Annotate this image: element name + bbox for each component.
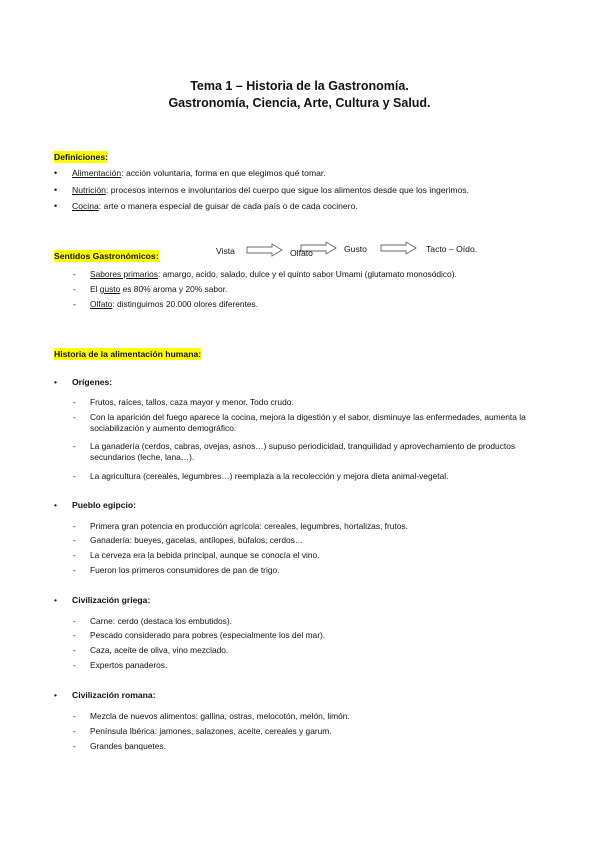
- section-heading-sentidos: Sentidos Gastronómicos:: [54, 251, 159, 261]
- list-item: - La ganadería (cerdos, cabras, ovejas, asnos…) supuso periodicidad, tranquilidad y aprovechamiento de productos secundarios (leche, lana…).: [73, 441, 516, 462]
- list-item: - Con la aparición del fuego aparece la cocina, mejora la digestión y el sabor, disminuye las enfermedades, aumenta la sociabilización y aumento demográfico.: [73, 412, 526, 433]
- list-item: - Caza, aceite de oliva, vino mezclado.: [73, 645, 229, 655]
- subsection-title-origenes: • Orígenes:: [54, 377, 113, 387]
- list-item: - La cerveza era la bebida principal, aunque se conocía el vino.: [73, 550, 320, 560]
- list-item: - Mezcla de nuevos alimentos: gallina, ostras, melocotón, melón, limón.: [73, 711, 350, 721]
- list-item: - Expertos panaderos.: [73, 660, 168, 670]
- list-item: - Carne: cerdo (destaca los embutidos).: [73, 616, 232, 626]
- flow-step: Olfato: [290, 248, 313, 258]
- bullet-icon: •: [54, 595, 58, 605]
- list-item: - La agricultura (cereales, legumbres…) reemplaza a la recolección y mejora dieta animal-vegetal.: [73, 471, 449, 481]
- bullet-icon: •: [54, 377, 58, 387]
- document-title: Tema 1 – Historia de la Gastronomía.: [190, 79, 409, 93]
- bullet-icon: •: [54, 500, 58, 510]
- bullet-icon: •: [54, 185, 58, 195]
- document-subtitle: Gastronomía, Ciencia, Arte, Cultura y Salud.: [168, 96, 431, 110]
- subsection-title-romana: • Civilización romana:: [54, 690, 156, 700]
- right-arrow-icon: [300, 241, 338, 255]
- definition-item: • Nutrición: procesos internos e involuntarios del cuerpo que sigue los alimentos desde que los ingerimos.: [54, 185, 469, 195]
- flow-step: Vista: [216, 246, 235, 256]
- list-item: - Frutos, raíces, tallos, caza mayor y menor. Todo crudo.: [73, 397, 294, 407]
- list-item: - El gusto es 80% aroma y 20% sabor.: [73, 284, 228, 294]
- list-item: - Primera gran potencia en producción agrícola: cereales, legumbres, hortalizas, frutos.: [73, 521, 408, 531]
- list-item: - Península Ibérica: jamones, salazones, aceite, cereales y garum.: [73, 726, 332, 736]
- subsection-title-egipcio: • Pueblo egipcio:: [54, 500, 136, 510]
- subsection-title-griega: • Civilización griega:: [54, 595, 151, 605]
- list-item: - Pescado considerado para pobres (especialmente los del mar).: [73, 630, 326, 640]
- list-item: - Sabores primarios: amargo, acido, salado, dulce y el quinto sabor Umami (glutamato monosódico).: [73, 269, 457, 279]
- flow-step: Tacto – Oído.: [426, 244, 478, 254]
- section-heading-historia: Historia de la alimentación humana:: [54, 349, 202, 359]
- list-item: - Ganadería: bueyes, gacelas, antílopes, búfalos, cerdos…: [73, 535, 304, 545]
- definition-item: • Alimentación: acción voluntaria, forma en que elegimos qué tomar.: [54, 168, 326, 178]
- list-item: - Fueron los primeros consumidores de pan de trigo.: [73, 565, 280, 575]
- right-arrow-icon: [246, 243, 284, 257]
- section-heading-definiciones: Definiciones:: [54, 152, 108, 162]
- bullet-icon: •: [54, 168, 58, 178]
- flow-step: Gusto: [344, 244, 367, 254]
- list-item: - Grandes banquetes.: [73, 741, 166, 751]
- definition-item: • Cocina: arte o manera especial de guisar de cada país o de cada cocinero.: [54, 201, 358, 211]
- right-arrow-icon: [380, 241, 418, 255]
- list-item: - Olfato: distinguimos 20.000 olores diferentes.: [73, 299, 259, 309]
- bullet-icon: •: [54, 201, 58, 211]
- bullet-icon: •: [54, 690, 58, 700]
